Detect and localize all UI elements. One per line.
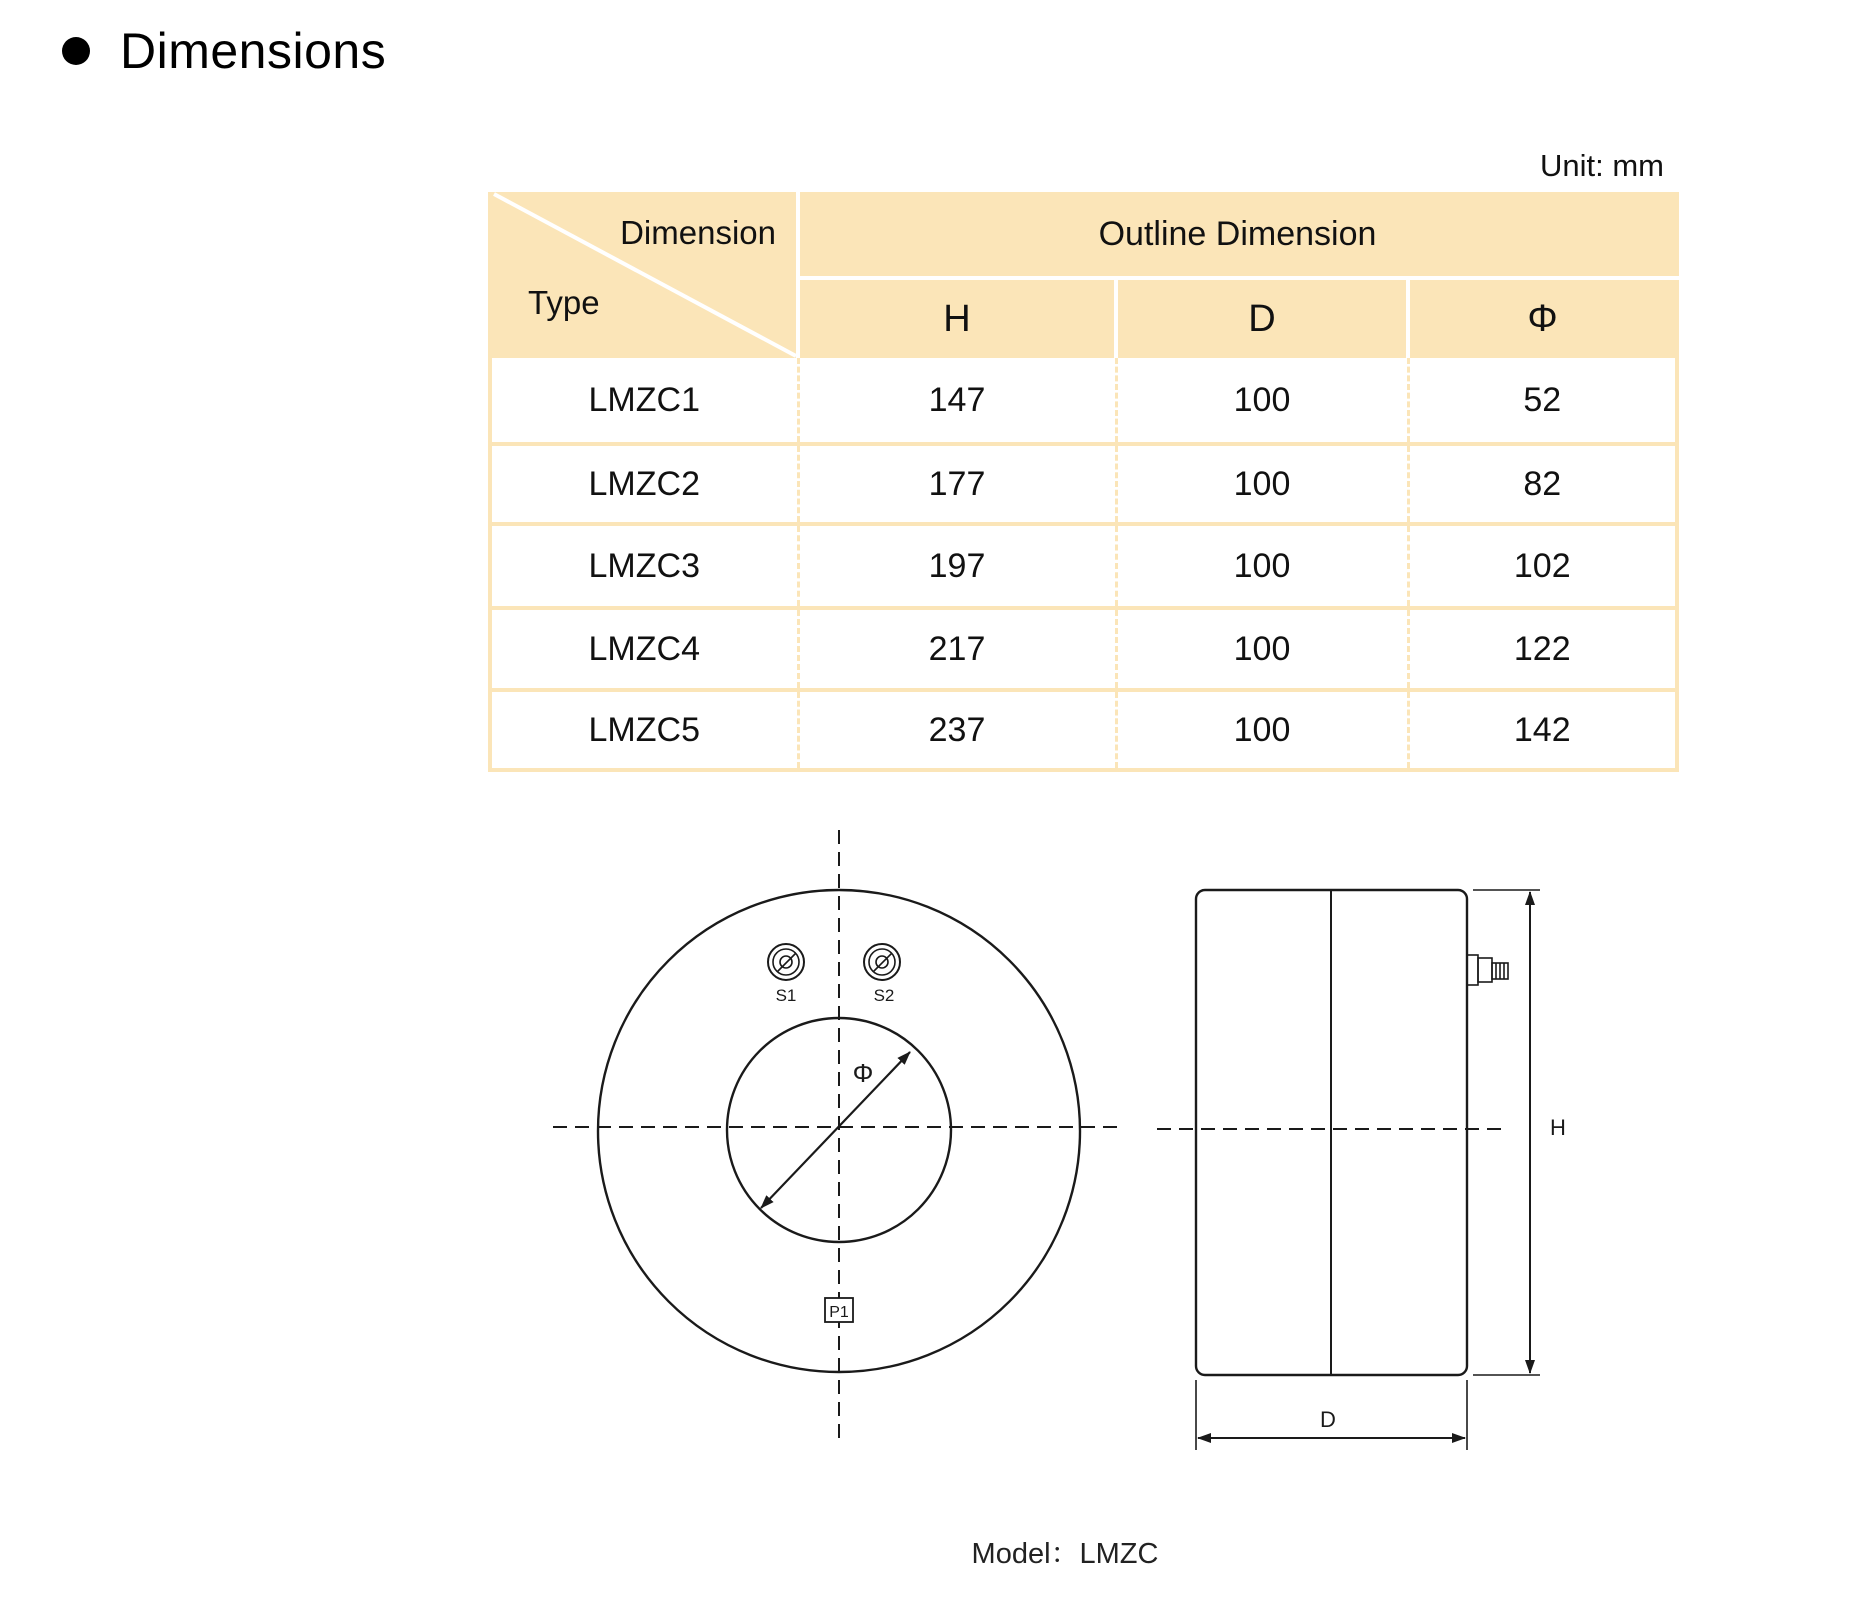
- type-cell: LMZC4: [490, 608, 798, 690]
- corner-dimension-label: Dimension: [620, 214, 776, 251]
- phi-cell: 102: [1408, 524, 1677, 608]
- column-header-h: H: [798, 278, 1116, 358]
- corner-type-label: Type: [528, 284, 600, 321]
- d-cell: 100: [1116, 608, 1408, 690]
- terminal-s2-icon: [864, 944, 900, 980]
- terminal-screw-icon: [1467, 955, 1508, 985]
- front-view: [553, 830, 1118, 1438]
- h-label: H: [1550, 1115, 1566, 1140]
- d-cell: 100: [1116, 358, 1408, 444]
- phi-cell: 142: [1408, 690, 1677, 770]
- type-cell: LMZC5: [490, 690, 798, 770]
- terminal-s1-icon: [768, 944, 804, 980]
- h-cell: 197: [798, 524, 1116, 608]
- side-view: [1157, 890, 1540, 1450]
- h-cell: 237: [798, 690, 1116, 770]
- outline-dimension-header: Outline Dimension: [798, 192, 1677, 278]
- d-label: D: [1320, 1407, 1336, 1432]
- column-header-phi: Φ: [1408, 278, 1677, 358]
- terminal-p1-label: P1: [829, 1304, 849, 1321]
- d-cell: 100: [1116, 690, 1408, 770]
- type-cell: LMZC2: [490, 444, 798, 524]
- h-cell: 217: [798, 608, 1116, 690]
- phi-cell: 122: [1408, 608, 1677, 690]
- phi-label: Φ: [852, 1058, 874, 1088]
- d-cell: 100: [1116, 444, 1408, 524]
- h-cell: 147: [798, 358, 1116, 444]
- phi-cell: 82: [1408, 444, 1677, 524]
- section-title: Dimensions: [120, 23, 387, 79]
- h-cell: 177: [798, 444, 1116, 524]
- d-cell: 100: [1116, 524, 1408, 608]
- column-header-d: D: [1116, 278, 1408, 358]
- terminal-s1-label: S1: [775, 986, 797, 1005]
- type-cell: LMZC3: [490, 524, 798, 608]
- terminal-s2-label: S2: [873, 986, 895, 1005]
- phi-cell: 52: [1408, 358, 1677, 444]
- type-cell: LMZC1: [490, 358, 798, 444]
- phi-dimension-arrow: [761, 1052, 910, 1208]
- unit-label: Unit: mm: [1540, 148, 1664, 183]
- model-caption: Model：LMZC: [971, 1538, 1159, 1570]
